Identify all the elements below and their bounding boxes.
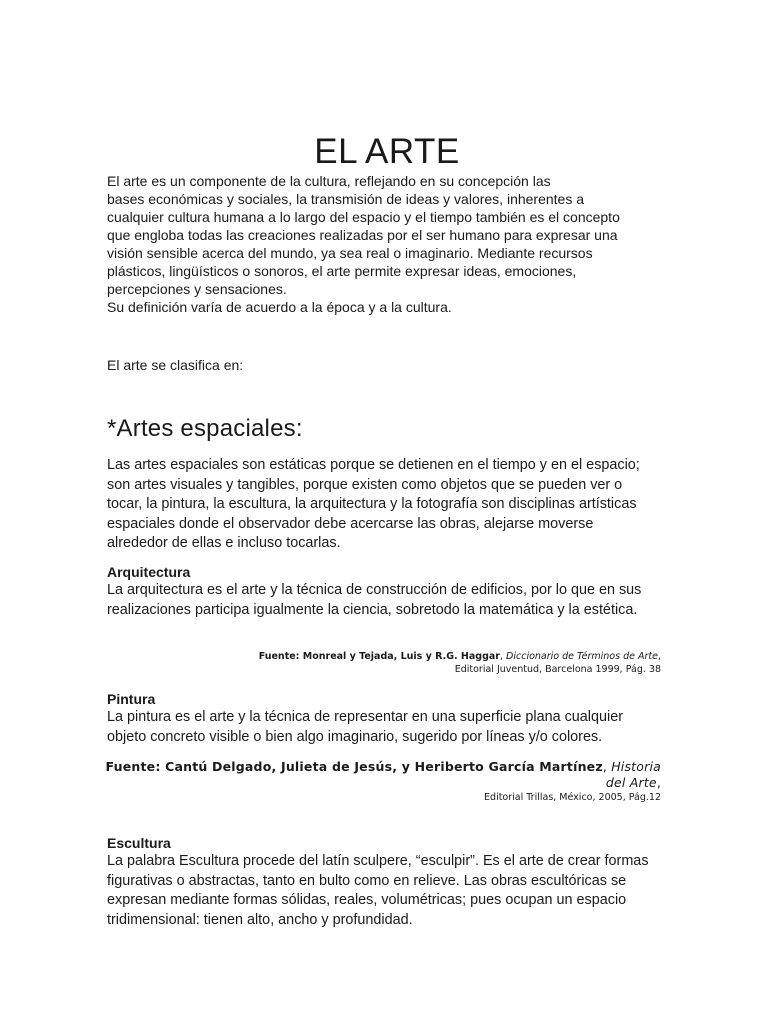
arquitectura-source: Fuente: Monreal y Tejada, Luis y R.G. Haggar, Diccionario de Términos de Arte, Editorial Juventud, Barcelona 1999, Pág. 38: [258, 651, 661, 675]
source-publisher: Editorial Trillas, México, 2005, Pág.12: [484, 792, 661, 803]
escultura-heading: Escultura: [107, 835, 171, 851]
source-label: Fuente: Monreal y Tejada, Luis y R.G. Haggar: [258, 651, 500, 662]
source-title: Historia del Arte: [605, 759, 661, 790]
source-label: Fuente: Cantú Delgado, Julieta de Jesús, y Heriberto García Martínez: [105, 759, 603, 774]
classification-line: El arte se clasifica en:: [107, 357, 244, 373]
arquitectura-heading: Arquitectura: [107, 564, 191, 580]
section-paragraph-artes-espaciales: Las artes espaciales son estáticas porque se detienen en el tiempo y en el espacio; son artes visuales y tangibles, porque existen como objetos que se pueden ver o tocar, la pintura, la escultura, la arquitectura y la fotografía son disciplinas artísticas espaciales donde el observador debe acercarse las obras, alejarse moverse alrededor de ellas e incluso tocarlas.: [107, 457, 640, 551]
page-title: EL ARTE: [314, 132, 460, 171]
pintura-paragraph: La pintura es el arte y la técnica de representar en una superficie plana cualquier objeto concreto visible o bien algo imaginario, sugerido por líneas y/o colores.: [107, 709, 623, 745]
source-title: Diccionario de Términos de Arte: [506, 651, 658, 662]
pintura-block: [107, 690, 652, 747]
source-publisher: Editorial Juventud, Barcelona 1999, Pág. 38: [454, 664, 661, 675]
pintura-heading: Pintura: [107, 691, 156, 707]
escultura-block: [107, 834, 652, 930]
intro-paragraph: El arte es un componente de la cultura, reflejando en su concepción las bases económicas y sociales, la transmisión de ideas y valores, inherentes a cualquier cultura humana a lo largo del espacio y el tiempo también es el concepto que engloba todas las creaciones realizadas por el ser humano para expresar una visión sensible acerca del mundo, ya sea real o imaginario. Mediante recursos plásticos, lingüísticos o sonoros, el arte permite expresar ideas, emociones, percepciones y sensaciones. Su definición varía de acuerdo a la época y a la cultura.: [107, 173, 620, 315]
section-heading-artes-espaciales: *Artes espaciales:: [107, 415, 303, 442]
arquitectura-paragraph: La arquitectura es el arte y la técnica de construcción de edificios, por lo que en sus realizaciones participa igualmente la ciencia, sobretodo la matemática y la estética.: [107, 582, 642, 618]
pintura-source: Fuente: Cantú Delgado, Julieta de Jesús, y Heriberto García Martínez, Historia del Arte, Editorial Trillas, México, 2005, Pág.12: [105, 759, 661, 803]
escultura-paragraph: La palabra Escultura procede del latín sculpere, “esculpir”. Es el arte de crear formas figurativas o abstractas, tanto en bulto como en relieve. Las obras escultóricas se expresan mediante formas sólidas, reales, volumétricas; pues ocupan un espacio tridimensional: tienen alto, ancho y profundidad.: [107, 853, 649, 928]
arquitectura-block: [107, 563, 652, 620]
